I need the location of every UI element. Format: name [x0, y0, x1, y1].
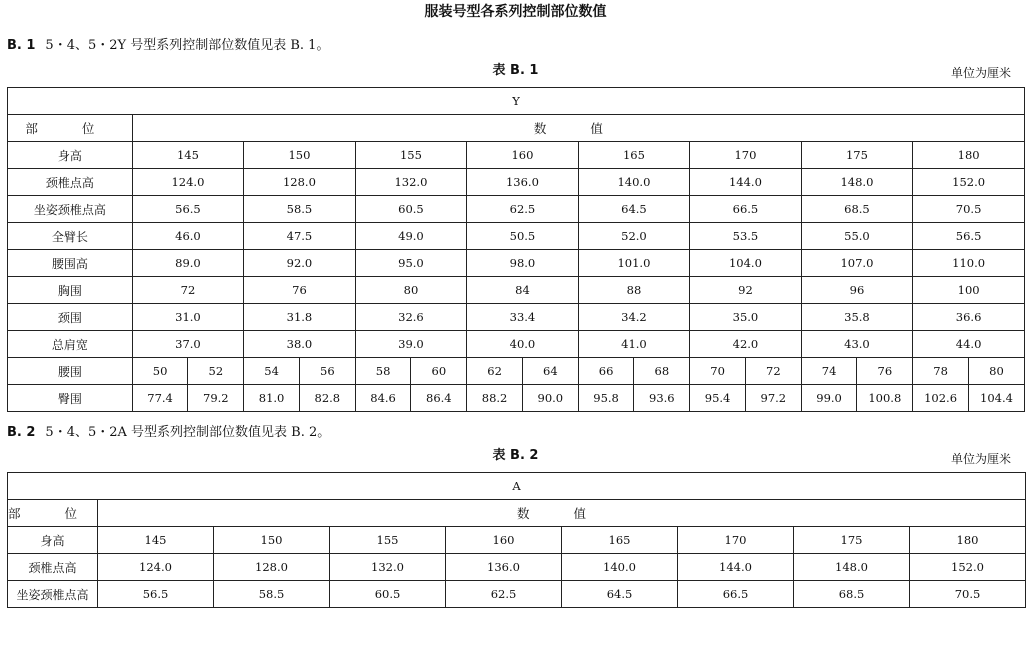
waist-value-cell: 56	[299, 358, 355, 385]
value-cell: 144.0	[690, 169, 802, 196]
value-cell: 39.0	[355, 331, 467, 358]
value-cell: 66.5	[690, 196, 802, 223]
height-cell: 150	[244, 142, 356, 169]
value-cell: 64.5	[578, 196, 690, 223]
waist-value-cell: 72	[745, 358, 801, 385]
waist-value-cell: 52	[188, 358, 244, 385]
table-row	[8, 142, 1025, 169]
value-cell: 38.0	[244, 331, 356, 358]
height-cell: 175	[794, 527, 910, 554]
value-cell: 55.0	[801, 223, 913, 250]
row-label: 坐姿颈椎点高	[8, 581, 98, 608]
value-cell: 68.5	[801, 196, 913, 223]
table-b1	[7, 87, 1025, 412]
header-part: 部 位	[8, 115, 133, 142]
waist-value-cell: 64	[522, 358, 578, 385]
value-cell: 107.0	[801, 250, 913, 277]
value-cell: 96	[801, 277, 913, 304]
table-b2-unit: 单位为厘米	[950, 452, 1011, 466]
table-row	[8, 385, 1025, 412]
hip-value-cell: 84.6	[355, 385, 411, 412]
table-row	[8, 277, 1025, 304]
hip-value-cell: 95.4	[690, 385, 746, 412]
value-cell: 152.0	[913, 169, 1025, 196]
value-cell: 92	[690, 277, 802, 304]
value-cell: 128.0	[214, 554, 330, 581]
header-row	[8, 115, 1025, 142]
value-cell: 95.0	[355, 250, 467, 277]
value-cell: 33.4	[467, 304, 579, 331]
row-label: 颈围	[8, 304, 133, 331]
value-cell: 31.8	[244, 304, 356, 331]
value-cell: 56.5	[98, 581, 214, 608]
value-cell: 132.0	[355, 169, 467, 196]
table-row	[8, 331, 1025, 358]
hip-value-cell: 97.2	[745, 385, 801, 412]
row-label: 颈椎点高	[8, 554, 98, 581]
value-cell: 56.5	[132, 196, 244, 223]
waist-value-cell: 78	[913, 358, 969, 385]
row-label: 总肩宽	[8, 331, 133, 358]
value-cell: 92.0	[244, 250, 356, 277]
value-cell: 136.0	[446, 554, 562, 581]
row-label: 颈椎点高	[8, 169, 133, 196]
value-cell: 148.0	[801, 169, 913, 196]
value-cell: 46.0	[132, 223, 244, 250]
height-cell: 175	[801, 142, 913, 169]
hip-value-cell: 93.6	[634, 385, 690, 412]
type-row	[8, 88, 1025, 115]
height-cell: 150	[214, 527, 330, 554]
value-cell: 58.5	[214, 581, 330, 608]
value-cell: 60.5	[355, 196, 467, 223]
table-b1-unit: 单位为厘米	[950, 66, 1011, 80]
row-label: 坐姿颈椎点高	[8, 196, 133, 223]
value-cell: 80	[355, 277, 467, 304]
height-cell: 160	[467, 142, 579, 169]
value-cell: 72	[132, 277, 244, 304]
table-b2-caption: 表 B. 2	[492, 448, 539, 463]
value-cell: 124.0	[98, 554, 214, 581]
hip-value-cell: 90.0	[522, 385, 578, 412]
value-cell: 110.0	[913, 250, 1025, 277]
hip-value-cell: 86.4	[411, 385, 467, 412]
row-label: 身高	[8, 527, 98, 554]
value-cell: 56.5	[913, 223, 1025, 250]
row-label: 腰围	[8, 358, 133, 385]
row-label: 全臂长	[8, 223, 133, 250]
value-cell: 136.0	[467, 169, 579, 196]
waist-value-cell: 66	[578, 358, 634, 385]
waist-value-cell: 80	[968, 358, 1024, 385]
hip-value-cell: 82.8	[299, 385, 355, 412]
section-b1-paragraph	[7, 37, 329, 55]
waist-value-cell: 70	[690, 358, 746, 385]
hip-value-cell: 79.2	[188, 385, 244, 412]
height-cell: 155	[355, 142, 467, 169]
table-row	[8, 358, 1025, 385]
value-cell: 32.6	[355, 304, 467, 331]
waist-value-cell: 76	[857, 358, 913, 385]
header-row	[8, 500, 1026, 527]
waist-value-cell: 50	[132, 358, 188, 385]
row-label: 腰围高	[8, 250, 133, 277]
value-cell: 47.5	[244, 223, 356, 250]
section-b1-text: 5・4、5・2Y 号型系列控制部位数值见表 B. 1。	[45, 38, 330, 53]
value-cell: 62.5	[467, 196, 579, 223]
hip-value-cell: 99.0	[801, 385, 857, 412]
hip-value-cell: 102.6	[913, 385, 969, 412]
table-row	[8, 196, 1025, 223]
type-label: A	[8, 473, 1026, 500]
height-cell: 145	[132, 142, 244, 169]
row-label: 身高	[8, 142, 133, 169]
header-value: 数 值	[98, 500, 1026, 527]
height-cell: 170	[690, 142, 802, 169]
height-cell: 145	[98, 527, 214, 554]
header-part: 部 位	[8, 500, 98, 527]
table-row	[8, 304, 1025, 331]
value-cell: 89.0	[132, 250, 244, 277]
waist-value-cell: 58	[355, 358, 411, 385]
height-cell: 170	[678, 527, 794, 554]
value-cell: 70.5	[913, 196, 1025, 223]
height-cell: 165	[562, 527, 678, 554]
section-b1-number: B. 1	[7, 38, 36, 53]
waist-value-cell: 68	[634, 358, 690, 385]
waist-value-cell: 74	[801, 358, 857, 385]
hip-value-cell: 88.2	[467, 385, 523, 412]
waist-value-cell: 54	[244, 358, 300, 385]
waist-value-cell: 60	[411, 358, 467, 385]
value-cell: 36.6	[913, 304, 1025, 331]
value-cell: 31.0	[132, 304, 244, 331]
value-cell: 98.0	[467, 250, 579, 277]
value-cell: 52.0	[578, 223, 690, 250]
value-cell: 37.0	[132, 331, 244, 358]
table-row	[8, 554, 1026, 581]
page-title: 服装号型各系列控制部位数值	[424, 4, 607, 20]
table-row	[8, 169, 1025, 196]
value-cell: 68.5	[794, 581, 910, 608]
hip-value-cell: 100.8	[857, 385, 913, 412]
value-cell: 148.0	[794, 554, 910, 581]
value-cell: 124.0	[132, 169, 244, 196]
type-row	[8, 473, 1026, 500]
value-cell: 40.0	[467, 331, 579, 358]
table-b1-caption: 表 B. 1	[492, 63, 539, 78]
table-row	[8, 527, 1026, 554]
value-cell: 60.5	[330, 581, 446, 608]
table-row	[8, 250, 1025, 277]
value-cell: 128.0	[244, 169, 356, 196]
value-cell: 132.0	[330, 554, 446, 581]
value-cell: 88	[578, 277, 690, 304]
table-row	[8, 223, 1025, 250]
height-cell: 180	[910, 527, 1026, 554]
value-cell: 101.0	[578, 250, 690, 277]
height-cell: 155	[330, 527, 446, 554]
value-cell: 64.5	[562, 581, 678, 608]
waist-value-cell: 62	[467, 358, 523, 385]
value-cell: 84	[467, 277, 579, 304]
value-cell: 50.5	[467, 223, 579, 250]
height-cell: 160	[446, 527, 562, 554]
hip-value-cell: 104.4	[968, 385, 1024, 412]
header-value: 数 值	[132, 115, 1024, 142]
row-label: 臀围	[8, 385, 133, 412]
value-cell: 34.2	[578, 304, 690, 331]
value-cell: 42.0	[690, 331, 802, 358]
hip-value-cell: 81.0	[244, 385, 300, 412]
section-b2-paragraph	[7, 424, 330, 442]
value-cell: 140.0	[578, 169, 690, 196]
value-cell: 76	[244, 277, 356, 304]
value-cell: 53.5	[690, 223, 802, 250]
section-b2-text: 5・4、5・2A 号型系列控制部位数值见表 B. 2。	[45, 425, 331, 440]
table-b2	[7, 472, 1026, 608]
value-cell: 70.5	[910, 581, 1026, 608]
value-cell: 35.0	[690, 304, 802, 331]
value-cell: 62.5	[446, 581, 562, 608]
value-cell: 100	[913, 277, 1025, 304]
value-cell: 58.5	[244, 196, 356, 223]
value-cell: 144.0	[678, 554, 794, 581]
hip-value-cell: 77.4	[132, 385, 188, 412]
value-cell: 35.8	[801, 304, 913, 331]
type-label: Y	[8, 88, 1025, 115]
height-cell: 180	[913, 142, 1025, 169]
row-label: 胸围	[8, 277, 133, 304]
value-cell: 43.0	[801, 331, 913, 358]
value-cell: 66.5	[678, 581, 794, 608]
section-b2-number: B. 2	[7, 425, 36, 440]
height-cell: 165	[578, 142, 690, 169]
value-cell: 49.0	[355, 223, 467, 250]
value-cell: 41.0	[578, 331, 690, 358]
value-cell: 104.0	[690, 250, 802, 277]
hip-value-cell: 95.8	[578, 385, 634, 412]
value-cell: 44.0	[913, 331, 1025, 358]
value-cell: 152.0	[910, 554, 1026, 581]
table-row	[8, 581, 1026, 608]
value-cell: 140.0	[562, 554, 678, 581]
